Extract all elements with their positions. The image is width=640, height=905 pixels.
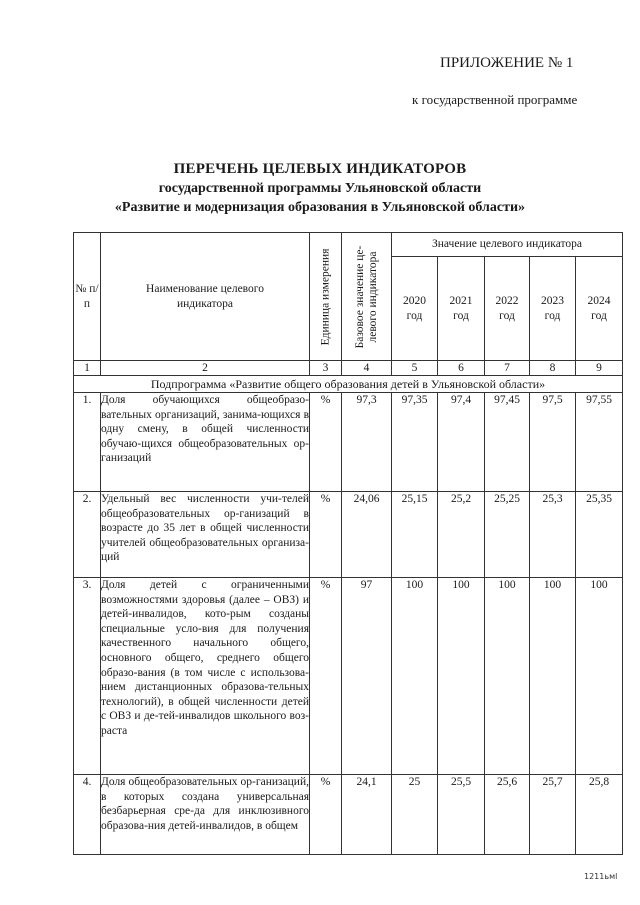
header-num: № п/п [74,233,101,361]
header-year-text: 2020 год [403,294,426,322]
row-number: 4. [74,775,101,855]
header-year-2022 [485,257,530,361]
value-2023: 25,7 [530,775,576,855]
row-number: 1. [74,393,101,492]
indicators-table [73,232,623,855]
header-year-text: 2023 год [541,294,564,322]
indicator-name: Доля детей с ограниченными возможностями здоровья (далее – ОВЗ) и детей-инвалидов, кото-рым созданы специальные усло-вия для получения качественного начального общего, основного общего, среднего общего образо-вания (в том числе с использова-нием дистанционных образова-тельных технологий), в общей численности детей с ОВЗ и де-тей-инвалидов школьного воз-раста [101,578,310,775]
value-2020: 100 [392,578,438,775]
indicator-unit: % [310,775,342,855]
value-2024: 25,35 [576,492,623,578]
base-value: 97 [342,578,392,775]
column-numbers-row [74,361,623,376]
column-number: 6 [438,361,485,376]
appendix-label: ПРИЛОЖЕНИЕ № 1 [440,55,574,71]
base-value: 97,3 [342,393,392,492]
value-2022: 25,25 [485,492,530,578]
value-2023: 25,3 [530,492,576,578]
value-2023: 97,5 [530,393,576,492]
column-number: 7 [485,361,530,376]
value-2020: 25,15 [392,492,438,578]
table-row [74,775,623,855]
column-number: 4 [342,361,392,376]
value-2021: 97,4 [438,393,485,492]
subprogram-title: Подпрограмма «Развитие общего образования детей в Ульяновской области» [74,376,623,393]
header-year-2023 [530,257,576,361]
table-row [74,578,623,775]
indicator-unit: % [310,492,342,578]
header-unit-text: Единица измерения [319,248,331,345]
base-value: 24,1 [342,775,392,855]
header-year-2021 [438,257,485,361]
value-2022: 25,6 [485,775,530,855]
value-2022: 97,45 [485,393,530,492]
header-year-text: 2022 год [495,294,519,322]
value-2020: 25 [392,775,438,855]
value-2024: 25,8 [576,775,623,855]
header-year-text: 2024 год [587,294,611,322]
value-2023: 100 [530,578,576,775]
header-year-2024 [576,257,623,361]
value-2020: 97,35 [392,393,438,492]
column-number: 1 [74,361,101,376]
header-year-2020 [392,257,438,361]
row-number: 2. [74,492,101,578]
column-number: 2 [101,361,310,376]
value-2022: 100 [485,578,530,775]
indicator-name: Удельный вес численности учи-телей общеобразовательных ор-ганизаций в возрасте до 35 лет в общей численности учителей общеобразовательных организа-ций [101,492,310,578]
title-line-2: государственной программы Ульяновской области [158,181,482,196]
row-number: 3. [74,578,101,775]
value-2021: 25,5 [438,775,485,855]
table-row [74,492,623,578]
base-value: 24,06 [342,492,392,578]
footer-code: 1211ьмl [584,872,618,881]
to-program-label: к государственной программе [412,92,578,107]
header-name [101,233,310,361]
value-2024: 97,55 [576,393,623,492]
header-base-text: Базовое значение це-левого индикатора [353,245,379,348]
header-year-text: 2021 год [449,294,473,322]
column-number: 3 [310,361,342,376]
indicator-unit: % [310,393,342,492]
indicator-name: Доля общеобразовательных ор-ганизаций, в которых создана универсальная безбарьерная сре-да для инклюзивного образова-ния детей-инвалидов, в общем [101,775,310,855]
title-line-1: ПЕРЕЧЕНЬ ЦЕЛЕВЫХ ИНДИКАТОРОВ [173,161,467,177]
header-unit [310,233,342,361]
value-2021: 100 [438,578,485,775]
header-name-text: Наименование целевого индикатора [146,282,264,310]
header-values-group: Значение целевого индикатора [392,233,623,257]
indicator-name: Доля обучающихся общеобразо-вательных организаций, занима-ющихся в одну смену, в общей численности обучаю-щихся общеобразовательных ор-ганизаций [101,393,310,492]
column-number: 8 [530,361,576,376]
title-line-3: «Развитие и модернизация образования в Ульяновской области» [114,200,526,215]
indicator-unit: % [310,578,342,775]
table-row [74,393,623,492]
header-base [342,233,392,361]
document-title [0,160,640,217]
value-2021: 25,2 [438,492,485,578]
subprogram-row [74,376,623,393]
column-number: 5 [392,361,438,376]
column-number: 9 [576,361,623,376]
value-2024: 100 [576,578,623,775]
